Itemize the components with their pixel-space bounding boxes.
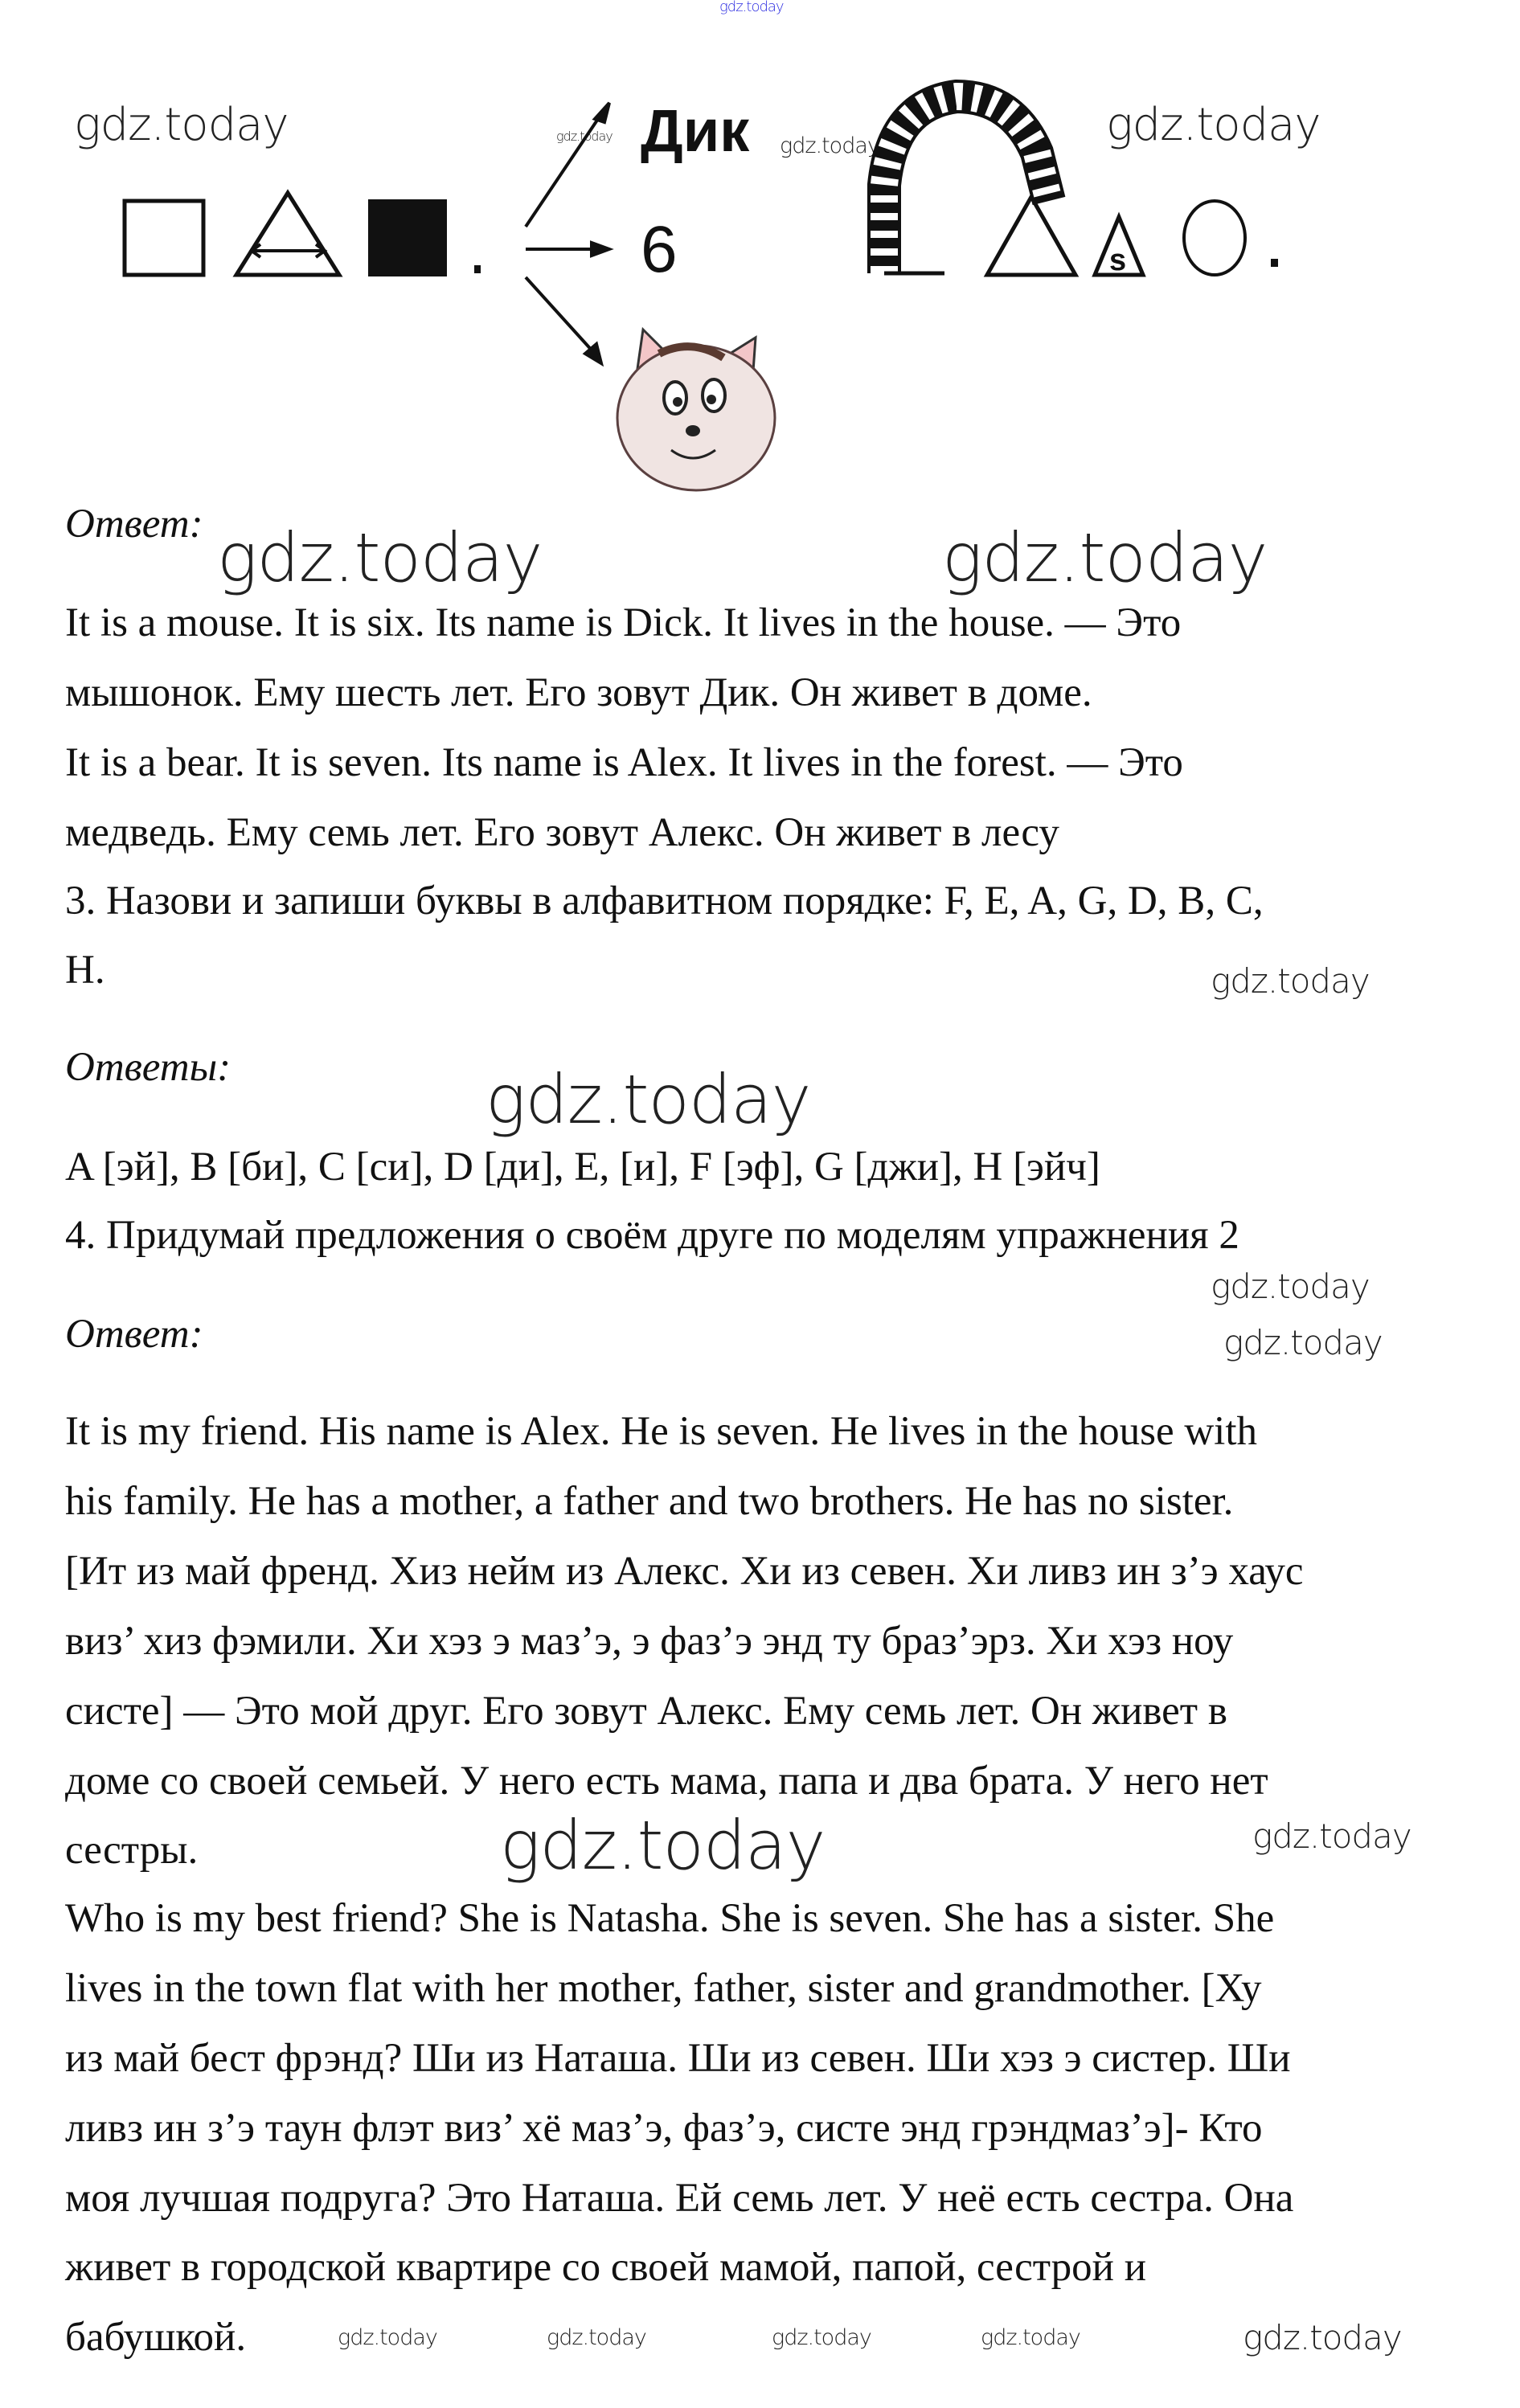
answer-line: It is my friend. His name is Alex. He is seven. He lives in the house with: [65, 1409, 1258, 1454]
watermark: gdz.today: [942, 518, 1268, 597]
watermark: gdz.today: [500, 1806, 826, 1885]
giraffe-letter: s: [1109, 244, 1127, 277]
watermark: gdz.today: [338, 2325, 437, 2350]
task-3-title: 3. Назови и запиши буквы в алфавитном порядке: F, E, A, G, D, B, C,: [65, 878, 1264, 923]
watermark: gdz.today: [1223, 1323, 1383, 1362]
answer-line: доме со своей семьей. У него есть мама, папа и два брата. У него нет: [65, 1759, 1268, 1804]
watermark: gdz.today: [1106, 99, 1321, 151]
answer-line: систе] — Это мой друг. Его зовут Алекс. Ему семь лет. Он живет в: [65, 1689, 1227, 1734]
answer-line: his family. He has a mother, a father and two brothers. He has no sister.: [65, 1479, 1234, 1524]
square-filled-icon: [368, 199, 481, 276]
answer-heading: Ответ:: [65, 1312, 203, 1357]
circle-outline-icon: [1184, 201, 1278, 275]
answer-line: виз’ хиз фэмили. Хи хэз э маз’э, э фаз’э энд ту браз’эрз. Хи хэз ноу: [65, 1619, 1234, 1664]
answer-line: Who is my best friend? She is Natasha. She is seven. She has a sister. She: [65, 1896, 1275, 1941]
watermark: gdz.today: [1252, 1816, 1411, 1856]
answer-line: [Ит из май френд. Хиз нейм из Алекс. Хи из севен. Хи ливз ин з’э хаус: [65, 1549, 1304, 1594]
watermark: gdz.today: [547, 2325, 646, 2350]
answer-line: lives in the town flat with her mother, father, sister and grandmother. [Ху: [65, 1966, 1262, 2011]
watermark: gdz.today: [1211, 1267, 1370, 1306]
watermark: gdz.today: [1211, 961, 1370, 1001]
watermark: gdz.today: [719, 0, 784, 15]
giraffe-arch-icon: [884, 96, 1049, 273]
triangle-icon: [987, 197, 1075, 275]
answer-line: ливз ин з’э таун флэт виз’ хё маз’э, фаз’э, систе энд грэндмаз’э]- Кто: [65, 2106, 1263, 2151]
answer-line: моя лучшая подруга? Это Наташа. Ей семь лет. У неё есть сестра. Она: [65, 2176, 1294, 2221]
task-4-title: 4. Придумай предложения о своём друге по моделям упражнения 2: [65, 1213, 1239, 1258]
answer-line: бабушкой.: [65, 2315, 247, 2360]
answers-heading: Ответы:: [65, 1045, 231, 1090]
task-3-title: H.: [65, 948, 105, 993]
watermark: gdz.today: [981, 2325, 1080, 2350]
name-label: Дик: [641, 97, 750, 164]
answer-line: It is a mouse. It is six. Its name is Dick. It lives in the house. — Это: [65, 600, 1182, 645]
watermark: gdz.today: [556, 129, 613, 144]
age-label: 6: [641, 213, 678, 286]
answer-line: из май бест фрэнд? Ши из Наташа. Ши из севен. Ши хэз э систер. Ши: [65, 2036, 1291, 2081]
answer-line: мышонок. Ему шесть лет. Его зовут Дик. Он живет в доме.: [65, 670, 1092, 715]
watermark: gdz.today: [74, 99, 289, 151]
answer-line: медведь. Ему семь лет. Его зовут Алекс. Он живет в лесу: [65, 810, 1059, 855]
watermark: gdz.today: [780, 133, 879, 158]
watermark: gdz.today: [772, 2325, 871, 2350]
answer-line: It is a bear. It is seven. Its name is Alex. It lives in the forest. — Это: [65, 740, 1183, 785]
watermark: gdz.today: [1243, 2318, 1402, 2357]
task-3-answer: A [эй], B [би], C [си], D [ди], E, [и], F [эф], G [джи], H [эйч]: [65, 1145, 1100, 1190]
answer-heading: Ответ:: [65, 502, 203, 547]
triangle-wide-icon: [236, 193, 339, 275]
watermark: gdz.today: [217, 518, 543, 597]
exercise-figure: [0, 0, 1520, 498]
triangle-s-icon: [1095, 217, 1143, 277]
answer-line: живет в городской квартире со своей мамой, папой, сестрой и: [65, 2245, 1147, 2290]
cat-head-icon: [617, 330, 775, 490]
arrows-icon: [526, 103, 609, 363]
watermark: gdz.today: [485, 1060, 811, 1139]
square-outline-icon: [125, 201, 203, 275]
answer-line: сестры.: [65, 1828, 199, 1873]
